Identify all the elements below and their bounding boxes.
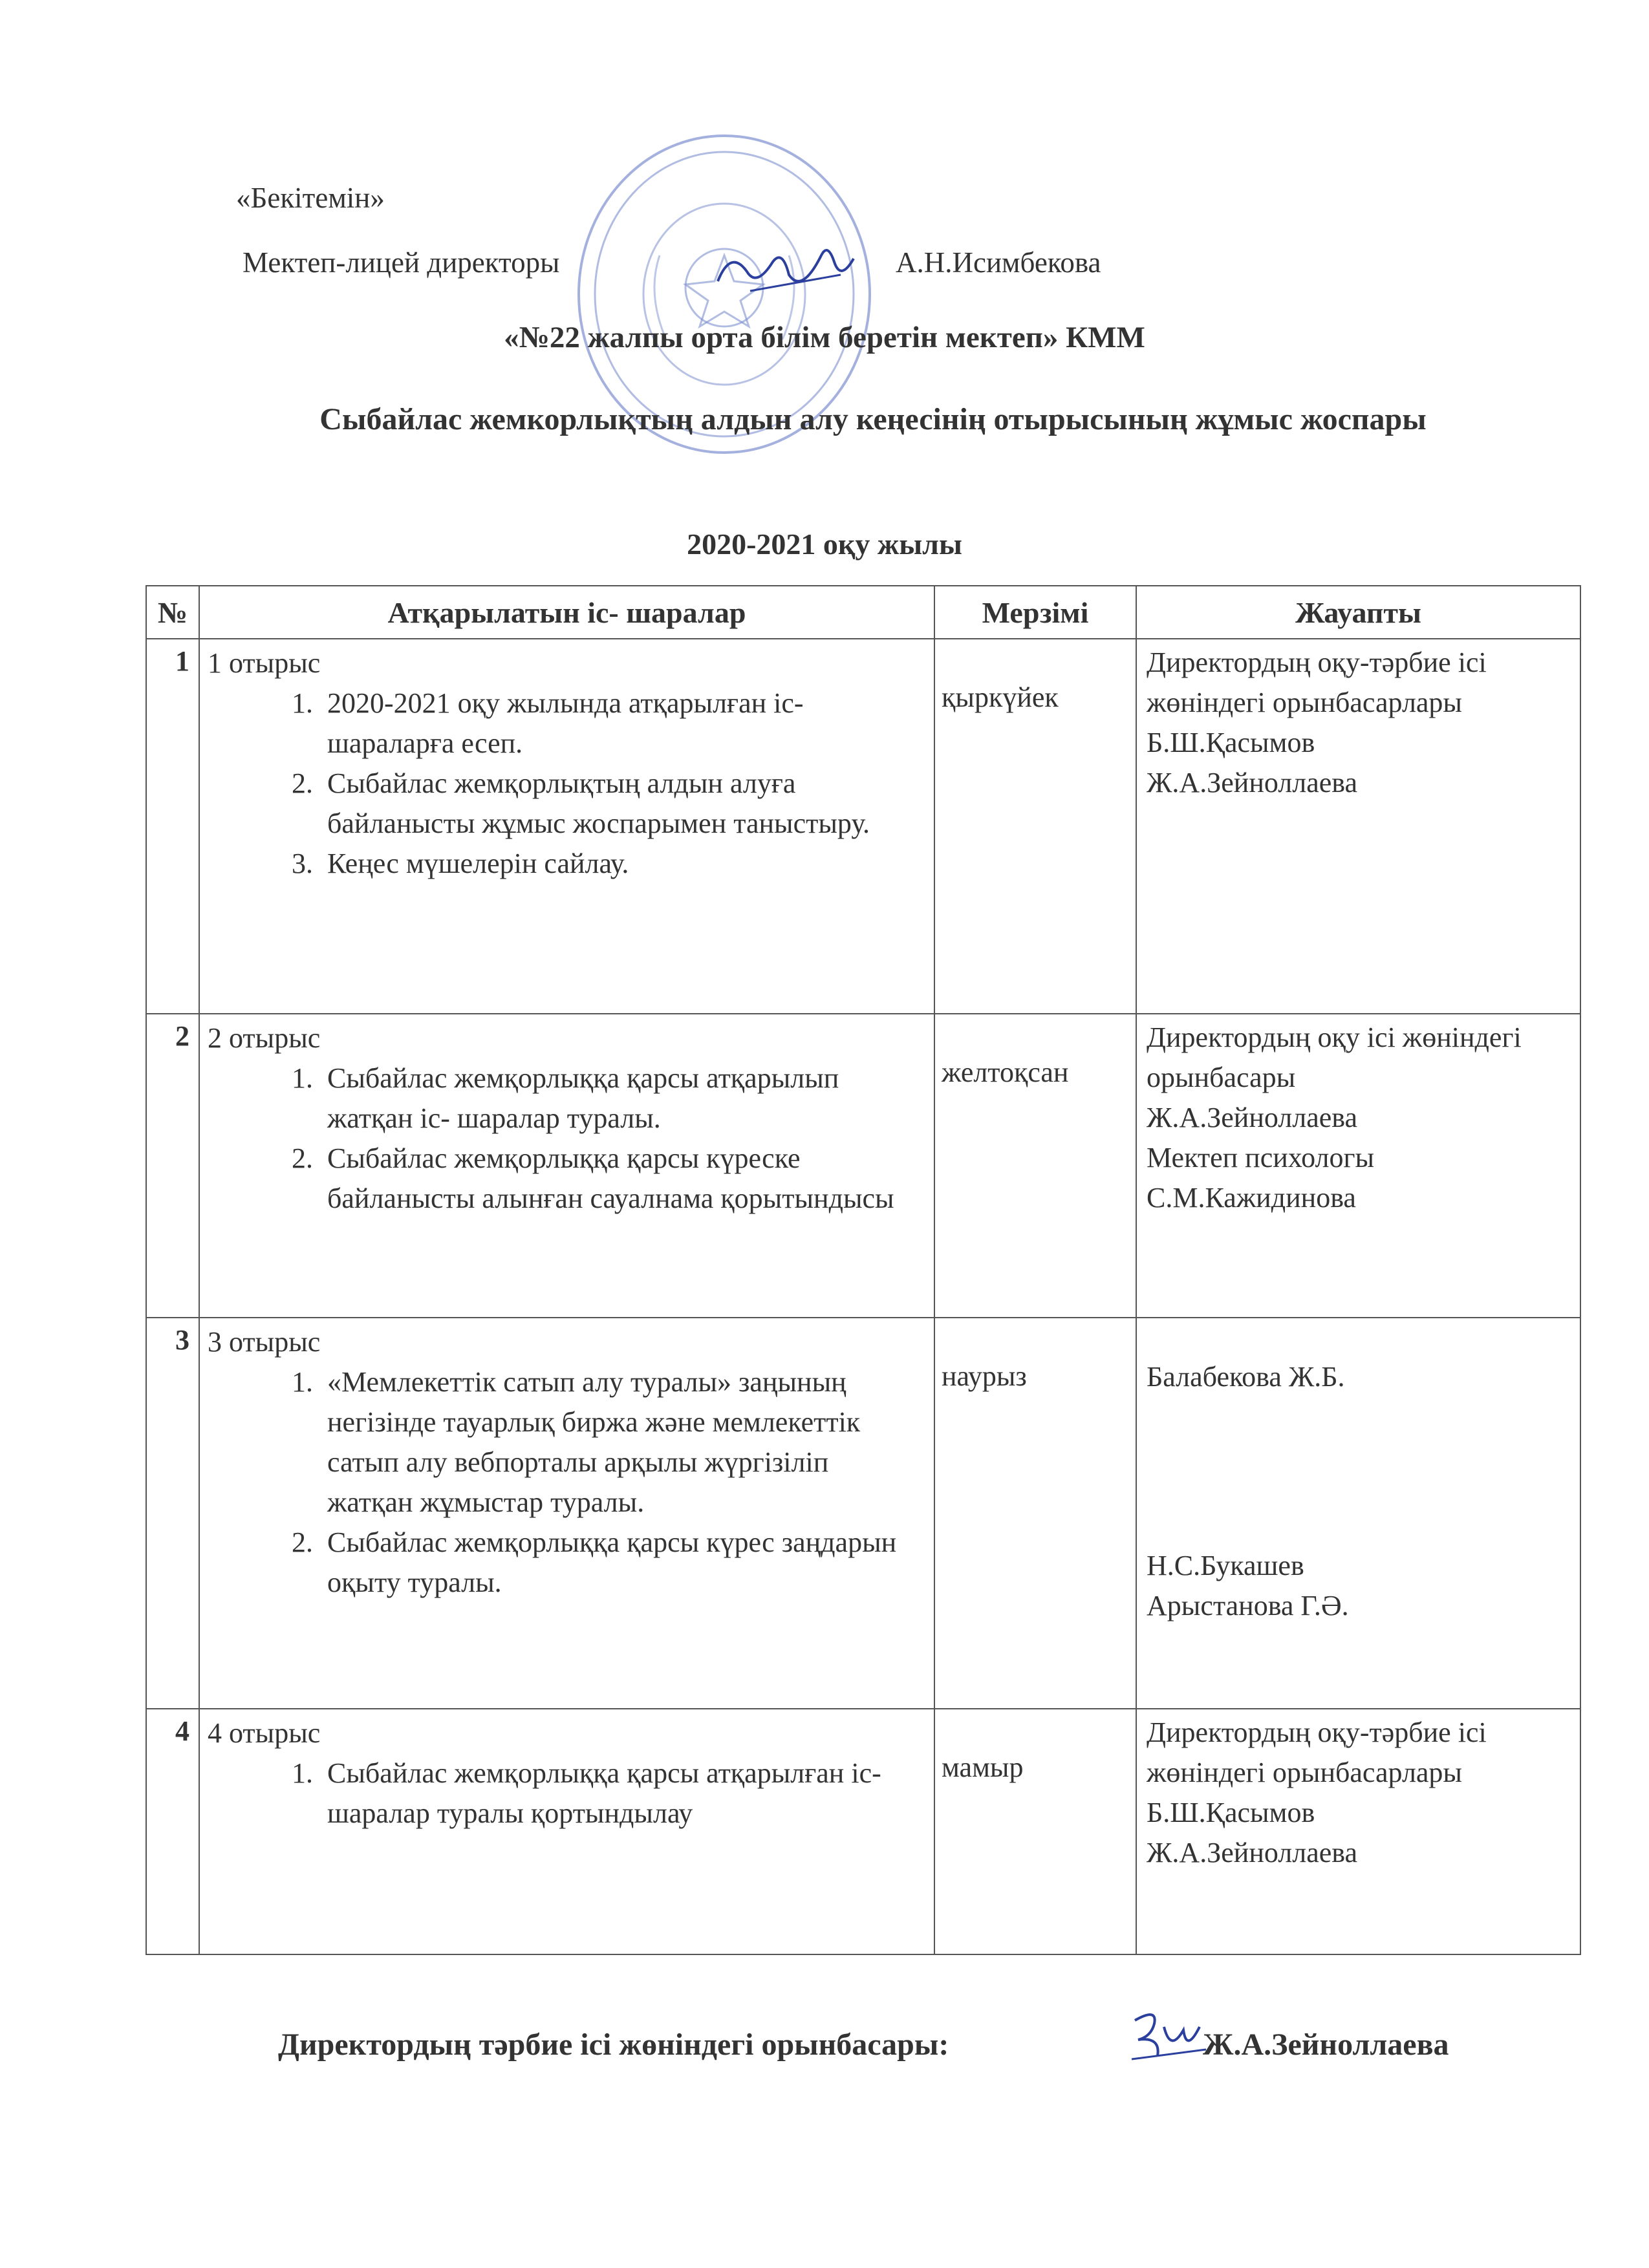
session-label: 1 отырыс	[208, 647, 321, 679]
list-item: 1. Сыбайлас жемқорлыққа қарсы атқарылып жатқан іс- шаралар туралы.	[292, 1062, 839, 1134]
deputy-signature	[1125, 2001, 1216, 2072]
responsible-person: Мектеп психологы	[1147, 1142, 1375, 1173]
activities-cell	[199, 1318, 934, 1709]
deputy-title: Директордың тәрбие ісі жөніндегі орынбасары:	[278, 2027, 949, 2062]
responsible-person: Ж.А.Зейноллаева	[1147, 1837, 1357, 1868]
responsible-list	[1137, 1318, 1580, 1626]
responsible-list	[1137, 639, 1580, 803]
table-row	[146, 1318, 1580, 1709]
responsible-person: С.М.Кажидинова	[1147, 1182, 1356, 1214]
list-item: 1. Сыбайлас жемқорлыққа қарсы атқарылған іс- шаралар туралы қортындылау	[292, 1757, 881, 1829]
activities-cell	[199, 1709, 934, 1954]
list-item: 2. Сыбайлас жемқорлыққа қарсы күреске байланысты алынған сауалнама қорытындысы	[292, 1142, 894, 1214]
row-number: 2	[175, 1020, 189, 1052]
director-signature	[711, 236, 860, 307]
responsible-list	[1137, 1709, 1580, 1873]
responsible-person: Б.Ш.Қасымов	[1147, 1797, 1315, 1828]
list-item: 1. «Мемлекеттік сатып алу туралы» заңының негізінде тауарлық биржа және мемлекеттік сатып алу вебпорталы арқылы жүргізіліп жатқан жұмыстар туралы.	[292, 1366, 861, 1518]
table-row	[146, 1709, 1580, 1954]
header-activities: Атқарылатын іс- шаралар	[199, 586, 934, 639]
activities-cell	[199, 1014, 934, 1318]
list-item: 2. Сыбайлас жемқорлықтың алдын алуға байланысты жұмыс жоспарымен таныстыру.	[292, 767, 870, 839]
school-name: «№22 жалпы орта білім беретін мектеп» КММ	[504, 321, 1145, 354]
director-name: А.Н.Исимбекова	[896, 246, 1101, 279]
header-deadline: Мерзімі	[934, 586, 1136, 639]
deadline: мамыр	[942, 1751, 1024, 1783]
activities-cell	[199, 639, 934, 1014]
responsible-person: Арыстанова Г.Ә.	[1147, 1590, 1349, 1621]
responsible-person: Директордың оқу ісі жөніндегі орынбасары	[1147, 1022, 1522, 1093]
row-number: 4	[175, 1715, 189, 1747]
responsible-person: Директордың оқу-тәрбие ісі жөніндегі орынбасарлары	[1147, 1717, 1487, 1788]
header-responsible: Жауапты	[1136, 586, 1580, 639]
responsible-list	[1137, 1014, 1580, 1218]
session-label: 3 отырыс	[208, 1326, 321, 1358]
deadline: желтоқсан	[942, 1056, 1069, 1088]
responsible-person: Балабекова Ж.Б.	[1147, 1361, 1345, 1393]
responsible-person: Директордың оқу-тәрбие ісі жөніндегі орынбасарлары	[1147, 647, 1487, 718]
academic-year: 2020-2021 оқу жылы	[687, 528, 962, 561]
deputy-name: Ж.А.Зейноллаева	[1203, 2027, 1449, 2062]
table-header-row	[146, 586, 1580, 639]
responsible-person: Н.С.Букашев	[1147, 1550, 1304, 1581]
deadline: наурыз	[942, 1360, 1027, 1392]
deadline: қыркүйек	[942, 681, 1059, 713]
list-item: 1. 2020-2021 оқу жылында атқарылған іс-шараларға есеп.	[292, 687, 804, 759]
responsible-person: Ж.А.Зейноллаева	[1147, 1102, 1357, 1133]
plan-table	[146, 585, 1581, 1955]
plan-title: Сыбайлас жемкорлықтың алдын алу кеңесінің отырысының жұмыс жоспары	[319, 402, 1427, 436]
responsible-person: Ж.А.Зейноллаева	[1147, 767, 1357, 798]
row-number: 3	[175, 1324, 189, 1356]
list-item: 3. Кеңес мүшелерін сайлау.	[292, 848, 629, 879]
director-title: Мектеп-лицей директоры	[242, 246, 560, 279]
list-item: 2. Сыбайлас жемқорлыққа қарсы күрес заңдарын оқыту туралы.	[292, 1526, 897, 1598]
responsible-person: Б.Ш.Қасымов	[1147, 727, 1315, 758]
table-row	[146, 1014, 1580, 1318]
session-label: 2 отырыс	[208, 1022, 321, 1054]
row-number: 1	[175, 645, 189, 677]
table-row	[146, 639, 1580, 1014]
session-label: 4 отырыс	[208, 1717, 321, 1749]
header-number: №	[146, 586, 199, 639]
approval-label: «Бекітемін»	[236, 182, 385, 214]
